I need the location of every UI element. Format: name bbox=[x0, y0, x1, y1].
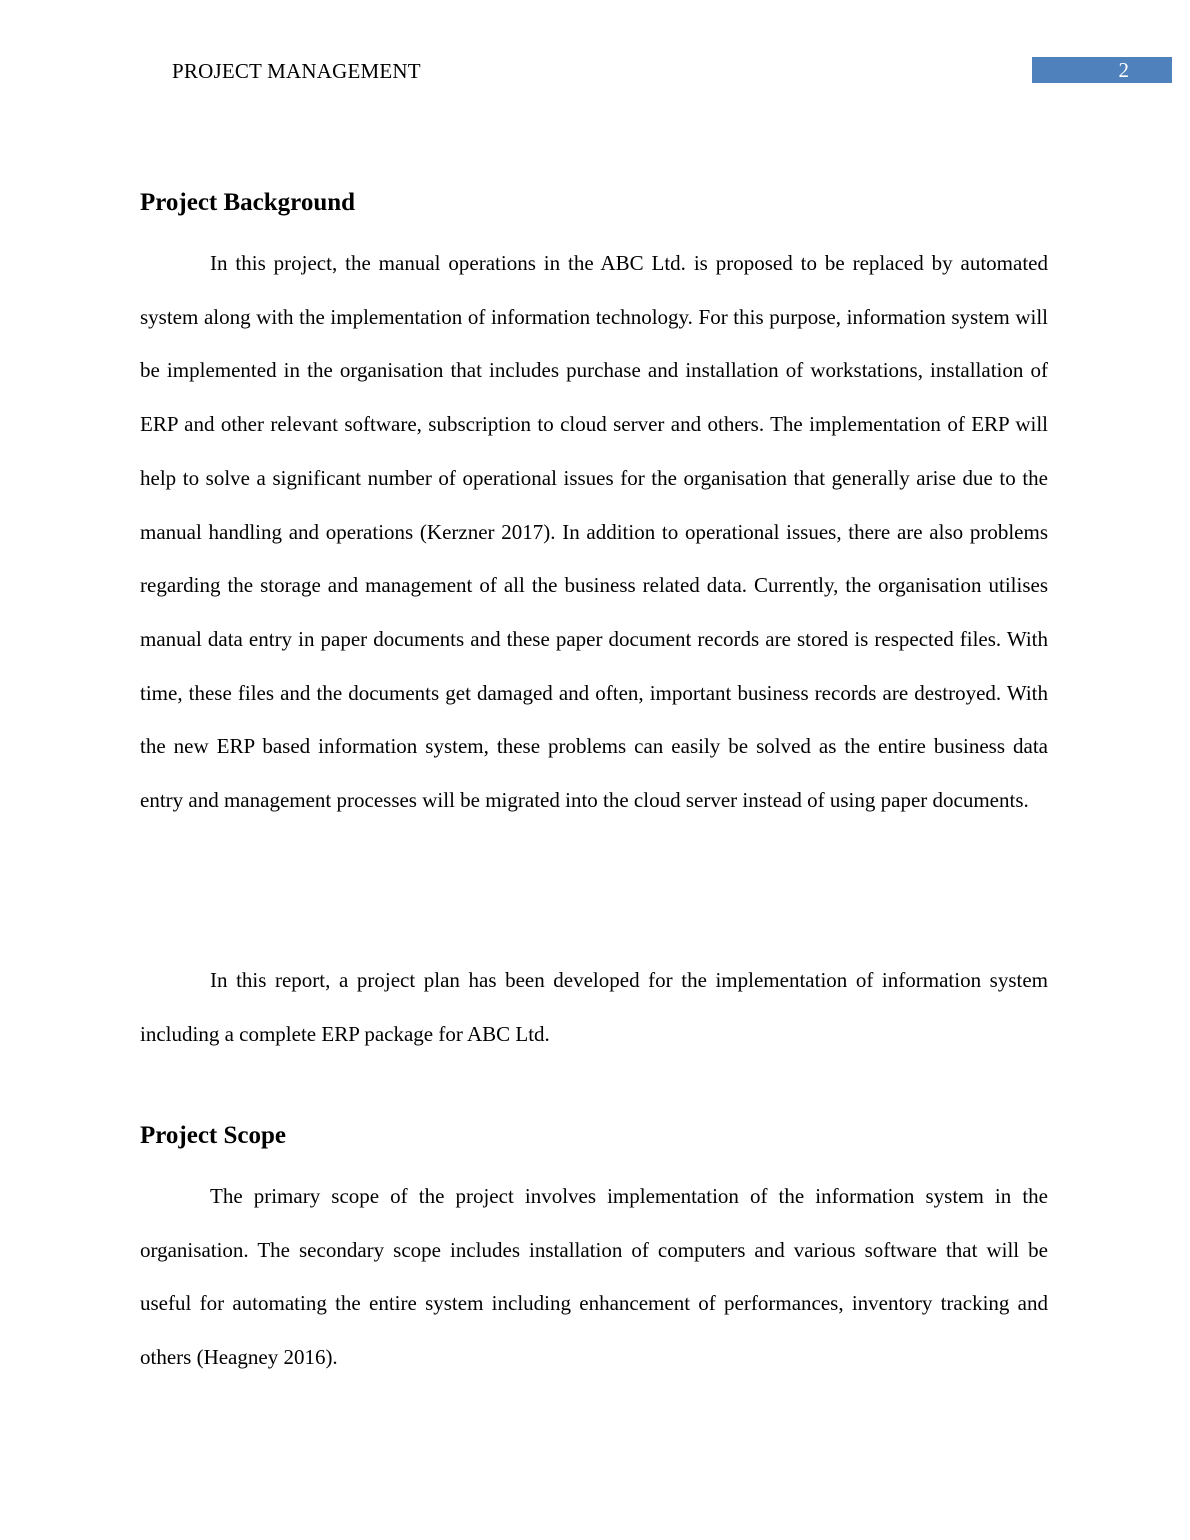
section-heading-project-scope: Project Scope bbox=[140, 1122, 287, 1149]
paragraph-background-1: In this project, the manual operations in the ABC Ltd. is proposed to be replaced by automated system along with the implementation of information technology. For this purpose, information system will be implemented in the organisation that includes purchase and installation of workstations, installation of ERP and other relevant software, subscription to cloud server and others. The implementation of ERP will help to solve a significant number of operational issues for the organisation that generally arise due to the manual handling and operations (Kerzner 2017). In addition to operational issues, there are also problems regarding the storage and management of all the business related data. Currently, the organisation utilises manual data entry in paper documents and these paper document records are stored is respected files. With time, these files and the documents get damaged and often, important business records are destroyed. With the new ERP based information system, these problems can easily be solved as the entire business data entry and management processes will be migrated into the cloud server instead of using paper documents. bbox=[140, 251, 1048, 813]
running-head: PROJECT MANAGEMENT bbox=[172, 59, 421, 83]
paragraph-scope-1: The primary scope of the project involves implementation of the information system in the organisation. The secondary scope includes installation of computers and various software that will be useful for automating the entire system including enhancement of performances, inventory tracking and others (Heagney 2016). bbox=[140, 1184, 1048, 1370]
paragraph-background-2: In this report, a project plan has been developed for the implementation of information system including a complete ERP package for ABC Ltd. bbox=[140, 968, 1048, 1046]
page-number-box bbox=[1032, 57, 1172, 83]
section-heading-project-background: Project Background bbox=[140, 189, 356, 216]
page-number: 2 bbox=[1118, 58, 1129, 82]
